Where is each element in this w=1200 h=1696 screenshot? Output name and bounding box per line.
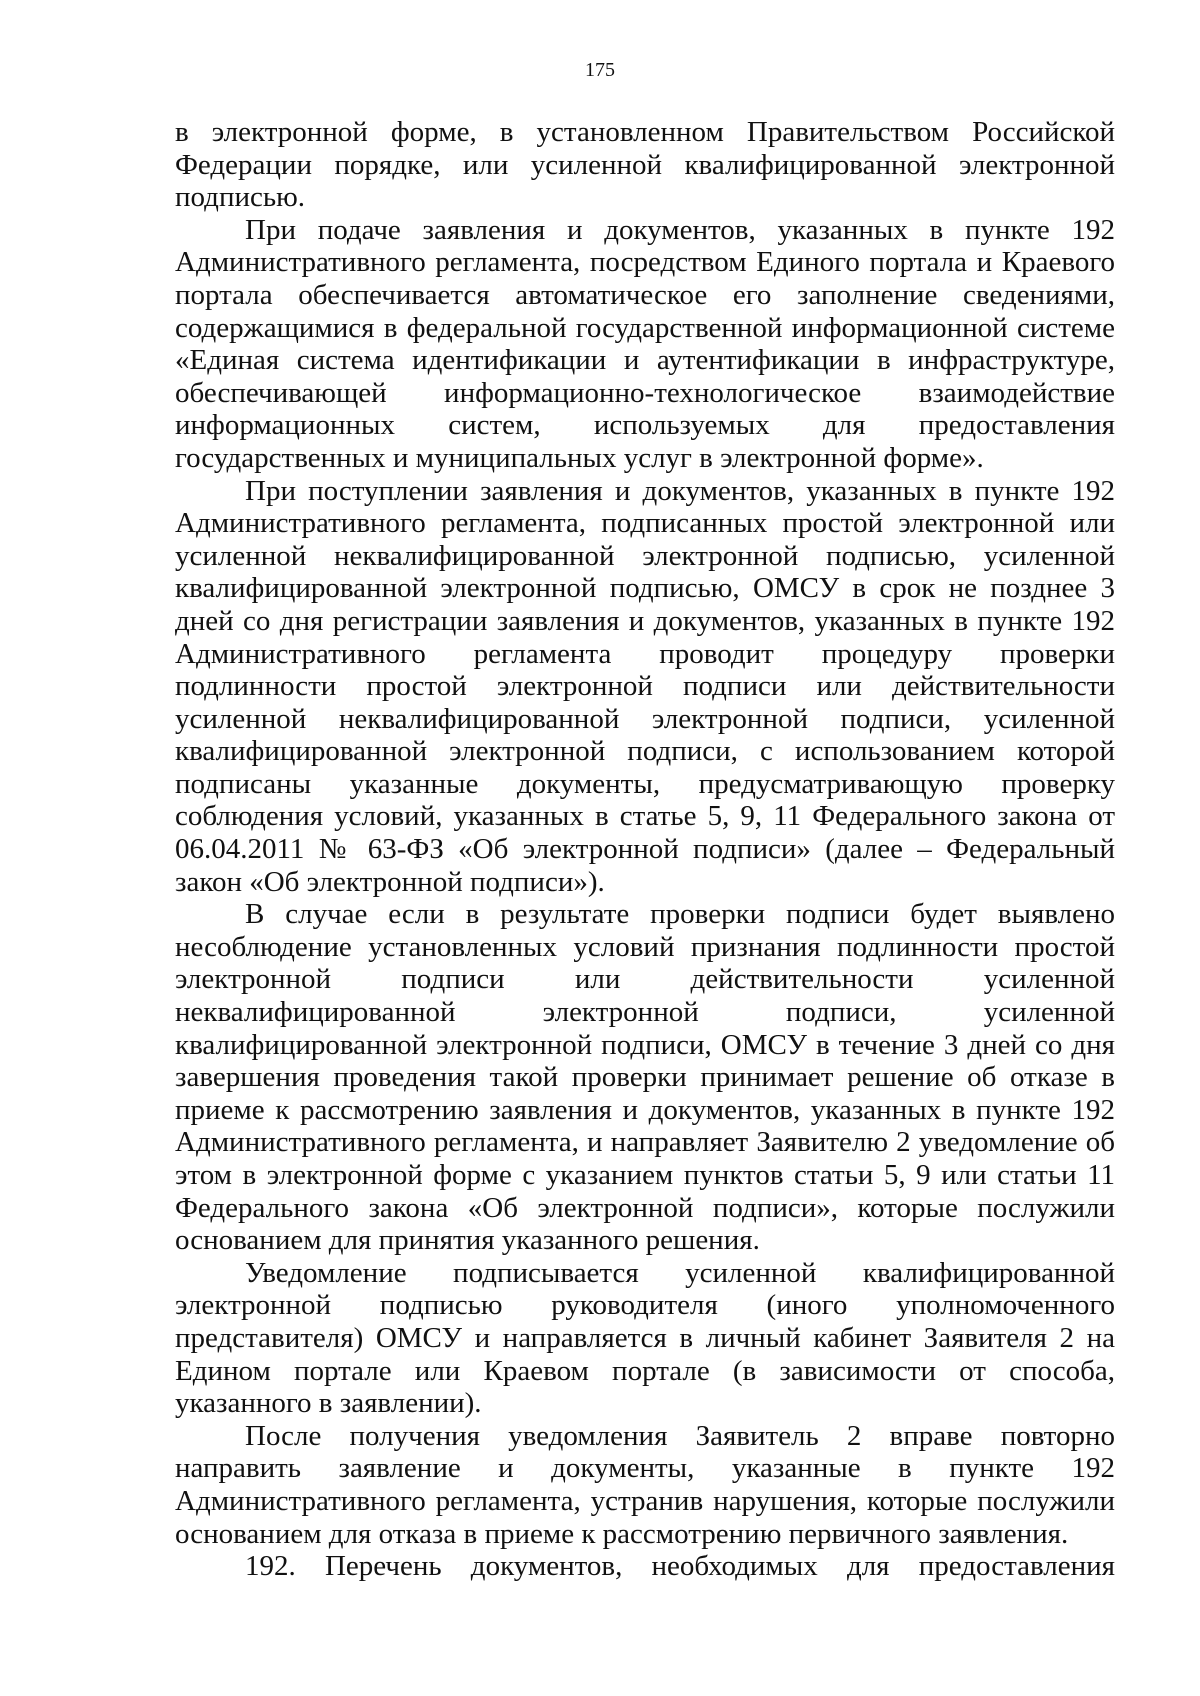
paragraph-3: При поступлении заявления и документов, указанных в пункте 192 Административного регламента, подписанных простой электронной или усиленной неквалифицированной электронной подписью, усиленной квалифицированной электронной подписью, ОМСУ в срок не позднее 3 дней со дня регистрации заявления и документов, указанных в пункте 192 Административного регламента проводит процедуру проверки подлинности простой электронной подписи или действительности усиленной неквалифицированной электронной подписи, усиленной квалифицированной электронной подписи, с использованием которой подписаны указанные документы, предусматривающую проверку соблюдения условий, указанных в статье 5, 9, 11 Федерального закона от 06.04.2011 № 63-ФЗ «Об электронной подписи» (далее – Федеральный закон «Об электронной подписи»). — [175, 474, 1115, 898]
paragraph-2: При подаче заявления и документов, указанных в пункте 192 Административного регламента, посредством Единого портала и Краевого портала обеспечивается автоматическое его заполнение сведениями, содержащимися в федеральной государственной информационной системе «Единая система идентификации и аутентификации в инфраструктуре, обеспечивающей информационно-технологическое взаимодействие информационных систем, используемых для предоставления государственных и муниципальных услуг в электронной форме». — [175, 213, 1115, 474]
paragraph-1-continuation: в электронной форме, в установленном Правительством Российской Федерации порядке, или усиленной квалифицированной электронной подписью. — [175, 116, 1115, 214]
paragraph-4: В случае если в результате проверки подписи будет выявлено несоблюдение установленных условий признания подлинности простой электронной подписи или действительности усиленной неквалифицированной электронной подписи, усиленной квалифицированной электронной подписи, ОМСУ в течение 3 дней со дня завершения проведения такой проверки принимает решение об отказе в приеме к рассмотрению заявления и документов, указанных в пункте 192 Административного регламента, и направляет Заявителю 2 уведомление об этом в электронной форме с указанием пунктов статьи 5, 9 или статьи 11 Федерального закона «Об электронной подписи», которые послужили основанием для принятия указанного решения. — [175, 898, 1115, 1257]
document-body — [175, 116, 1115, 1583]
page-number: 175 — [585, 59, 615, 81]
paragraph-5: Уведомление подписывается усиленной квалифицированной электронной подписью руководителя (иного уполномоченного представителя) ОМСУ и направляется в личный кабинет Заявителя 2 на Едином портале или Краевом портале (в зависимости от способа, указанного в заявлении). — [175, 1256, 1115, 1420]
paragraph-6: После получения уведомления Заявитель 2 вправе повторно направить заявление и документы, указанные в пункте 192 Административного регламента, устранив нарушения, которые послужили основанием для отказа в приеме к рассмотрению первичного заявления. — [175, 1419, 1115, 1550]
section-192-heading: 192. Перечень документов, необходимых для предоставления — [245, 1550, 1115, 1583]
